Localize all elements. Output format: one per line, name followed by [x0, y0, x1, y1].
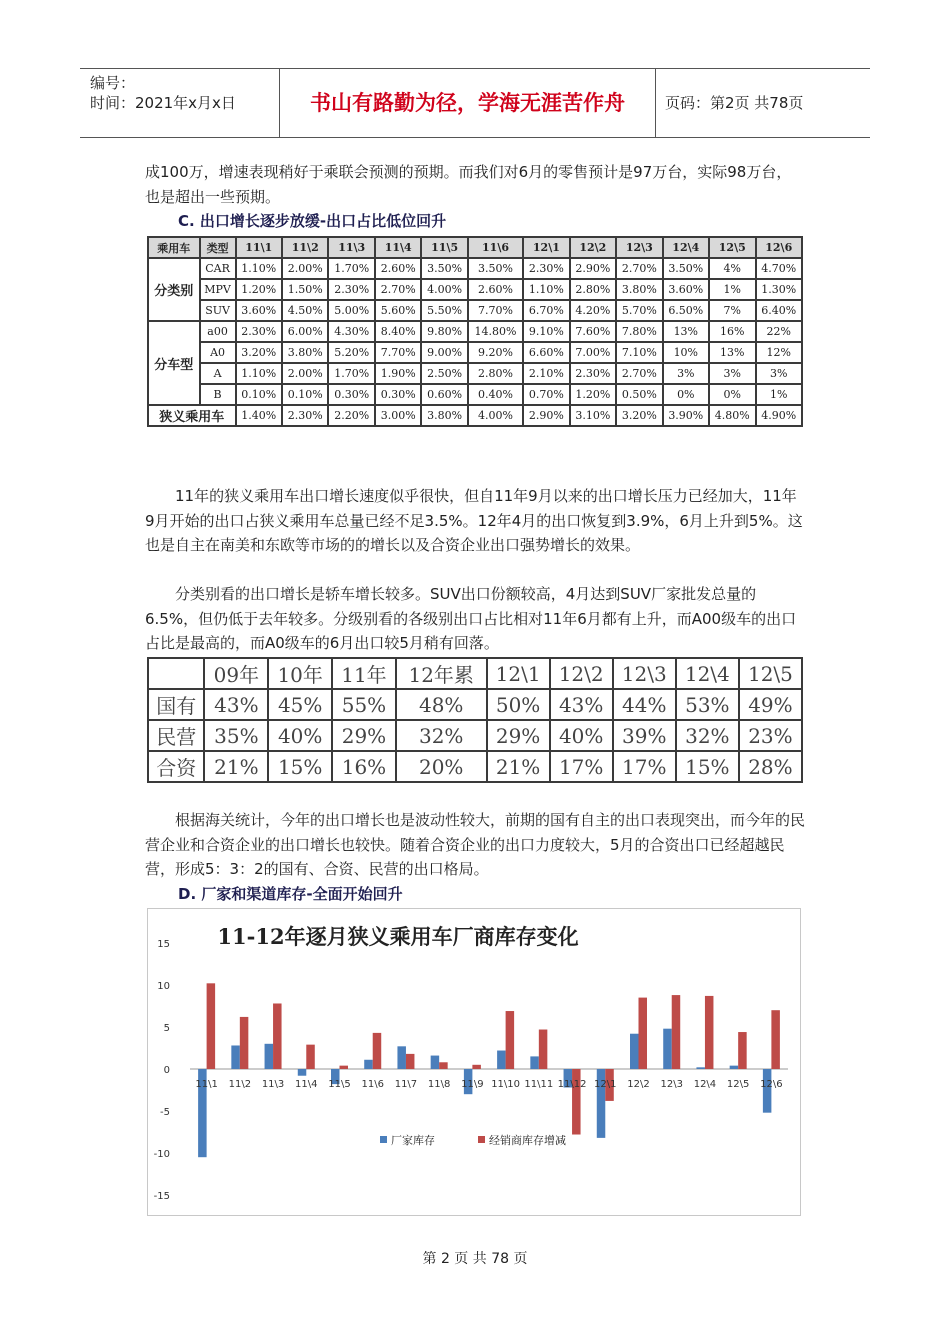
header-cell: 11\5 [421, 237, 467, 258]
bar-dealer-inventory-change [539, 1030, 548, 1069]
value-cell: 55% [332, 689, 396, 720]
bar-factory-inventory [364, 1060, 373, 1069]
value-cell: 1% [709, 279, 755, 300]
table-header-row [148, 237, 802, 258]
x-tick-label: 11\6 [361, 1079, 384, 1090]
value-cell: 2.30% [328, 279, 374, 300]
bar-dealer-inventory-change [672, 995, 681, 1069]
value-cell: 0% [709, 384, 755, 405]
paragraph-3: 分类别看的出口增长是轿车增长较多。SUV出口份额较高，4月达到SUV厂家批发总量的6.5%，但仍低于去年较多。分级别看的各级别出口占比相对11年6月都有上升，而A00级车的出口占比是最高的，而A0级车的6月出口较5月稍有回落。 [145, 585, 797, 652]
bar-factory-inventory [630, 1034, 639, 1069]
y-tick-label: -15 [153, 1191, 170, 1202]
group-cell: 分车型 [148, 321, 200, 405]
bar-factory-inventory [231, 1045, 240, 1069]
value-cell: 6.00% [282, 321, 328, 342]
x-tick-label: 11\8 [427, 1079, 451, 1090]
value-cell: 2.00% [282, 363, 328, 384]
table-row [148, 279, 802, 300]
value-cell: 13% [709, 342, 755, 363]
bar-factory-inventory [530, 1056, 539, 1069]
export-share-table [147, 236, 803, 427]
table-row [148, 720, 802, 751]
y-tick-label: 5 [163, 1023, 170, 1034]
value-cell: 45% [268, 689, 332, 720]
value-cell: 2.10% [523, 363, 569, 384]
value-cell: 6.60% [523, 342, 569, 363]
bar-factory-inventory [730, 1066, 739, 1069]
bar-dealer-inventory-change [639, 998, 648, 1069]
value-cell: 1% [756, 384, 803, 405]
value-cell: 15% [268, 751, 332, 782]
x-tick-label: 12\6 [760, 1079, 783, 1090]
table-header-row [148, 658, 802, 689]
value-cell: 50% [487, 689, 550, 720]
value-cell: 4.00% [468, 405, 523, 426]
header-cell: 11\6 [468, 237, 523, 258]
type-cell: a00 [200, 321, 236, 342]
value-cell: 40% [550, 720, 613, 751]
value-cell: 4.90% [756, 405, 803, 426]
table-row [148, 300, 802, 321]
value-cell: 9.20% [468, 342, 523, 363]
y-tick-label: -10 [153, 1149, 170, 1160]
header-cell: 12\3 [616, 237, 662, 258]
value-cell: 22% [756, 321, 803, 342]
bar-dealer-inventory-change [738, 1032, 747, 1069]
value-cell: 0.60% [421, 384, 467, 405]
value-cell: 0.30% [375, 384, 421, 405]
table-row [148, 342, 802, 363]
value-cell: 21% [487, 751, 550, 782]
code-label: 编号： [90, 74, 136, 92]
y-tick-label: 15 [157, 939, 170, 950]
legend-swatch [380, 1136, 387, 1143]
table-row [148, 384, 802, 405]
header-cell: 11\4 [375, 237, 421, 258]
value-cell: 40% [268, 720, 332, 751]
bar-factory-inventory [298, 1069, 307, 1076]
value-cell: 43% [204, 689, 268, 720]
page-header [80, 68, 870, 138]
header-cell: 12年累 [396, 658, 487, 689]
value-cell: 5.60% [375, 300, 421, 321]
value-cell: 29% [487, 720, 550, 751]
paragraph-2: 11年的狭义乘用车出口增长速度似乎很快，但自11年9月以来的出口增长压力已经加大，11年9月开始的出口占狭义乘用车总量已经不足3.5%。12年4月的出口恢复到3.9%，6月上升到5%。这也是自主在南美和东欧等市场的的增长以及合资企业出口强势增长的效果。 [145, 487, 803, 554]
header-cell: 12\5 [709, 237, 755, 258]
heading-c: C. 出口增长逐步放缓-出口占比低位回升 [178, 212, 447, 230]
type-cell: A [200, 363, 236, 384]
heading-d: D. 厂家和渠道库存-全面开始回升 [178, 885, 403, 903]
header-cell: 乘用车 [148, 237, 200, 258]
value-cell: 28% [739, 751, 802, 782]
value-cell: 9.80% [421, 321, 467, 342]
table-row [148, 751, 802, 782]
value-cell: 1.10% [236, 258, 282, 279]
value-cell: 2.70% [616, 258, 662, 279]
header-cell: 12\6 [756, 237, 803, 258]
y-tick-label: 0 [163, 1065, 170, 1076]
x-tick-label: 11\1 [195, 1079, 218, 1090]
bar-factory-inventory [497, 1051, 506, 1069]
bar-factory-inventory [431, 1056, 440, 1069]
value-cell: 5.50% [421, 300, 467, 321]
value-cell: 3.00% [375, 405, 421, 426]
value-cell: 3.90% [663, 405, 709, 426]
y-tick-label: 10 [157, 981, 170, 992]
value-cell: 0.40% [468, 384, 523, 405]
header-cell: 12\4 [663, 237, 709, 258]
value-cell: 3.20% [616, 405, 662, 426]
value-cell: 1.10% [236, 363, 282, 384]
bar-factory-inventory [696, 1067, 705, 1069]
x-tick-label: 12\1 [594, 1079, 617, 1090]
value-cell: 4.30% [328, 321, 374, 342]
value-cell: 3.60% [663, 279, 709, 300]
header-motto: 书山有路勤为径，学海无涯苦作舟 [280, 69, 656, 137]
value-cell: 43% [550, 689, 613, 720]
value-cell: 2.80% [570, 279, 616, 300]
value-cell: 2.30% [523, 258, 569, 279]
bar-dealer-inventory-change [771, 1010, 780, 1069]
value-cell: 7.00% [570, 342, 616, 363]
header-meta [80, 69, 280, 137]
legend-swatch [478, 1136, 485, 1143]
paragraph-1: 成100万，增速表现稍好于乘联会预测的预期。而我们对6月的零售预计是97万台，实际98万台，也是超出一些预期。 [145, 163, 792, 206]
value-cell: 1.10% [523, 279, 569, 300]
group-cell: 分类别 [148, 258, 200, 321]
value-cell: 3.50% [421, 258, 467, 279]
value-cell: 1.40% [236, 405, 282, 426]
value-cell: 44% [613, 689, 676, 720]
header-cell: 12\2 [570, 237, 616, 258]
value-cell: 4.20% [570, 300, 616, 321]
value-cell: 2.90% [523, 405, 569, 426]
value-cell: 1.50% [282, 279, 328, 300]
value-cell: 6.70% [523, 300, 569, 321]
value-cell: 1.90% [375, 363, 421, 384]
table-row [148, 258, 802, 279]
value-cell: 4.70% [756, 258, 803, 279]
value-cell: 3.50% [468, 258, 523, 279]
value-cell: 2.60% [375, 258, 421, 279]
bar-dealer-inventory-change [439, 1062, 448, 1069]
bar-dealer-inventory-change [506, 1011, 514, 1069]
x-tick-label: 11\2 [228, 1079, 252, 1090]
bar-dealer-inventory-change [373, 1033, 382, 1069]
value-cell: 49% [739, 689, 802, 720]
inventory-chart [147, 908, 801, 1216]
value-cell: 3.80% [421, 405, 467, 426]
value-cell: 6.40% [756, 300, 803, 321]
ownership-export-table [147, 657, 803, 783]
value-cell: 5.20% [328, 342, 374, 363]
x-tick-label: 11\9 [461, 1079, 484, 1090]
x-tick-label: 12\4 [693, 1079, 717, 1090]
value-cell: 12% [756, 342, 803, 363]
value-cell: 17% [613, 751, 676, 782]
value-cell: 0.10% [236, 384, 282, 405]
header-cell: 类型 [200, 237, 236, 258]
value-cell: 15% [676, 751, 739, 782]
total-row [148, 405, 802, 426]
type-cell: CAR [200, 258, 236, 279]
value-cell: 9.00% [421, 342, 467, 363]
row-label-cell: 合资 [148, 751, 204, 782]
value-cell: 53% [676, 689, 739, 720]
header-cell: 12\3 [613, 658, 676, 689]
value-cell: 3.80% [282, 342, 328, 363]
value-cell: 2.30% [282, 405, 328, 426]
bar-dealer-inventory-change [340, 1066, 349, 1069]
date-label: 时间：2021年x月x日 [90, 94, 236, 112]
value-cell: 6.50% [663, 300, 709, 321]
value-cell: 7.80% [616, 321, 662, 342]
value-cell: 32% [676, 720, 739, 751]
x-tick-label: 11\11 [524, 1079, 554, 1090]
value-cell: 48% [396, 689, 487, 720]
header-cell [148, 658, 204, 689]
value-cell: 5.00% [328, 300, 374, 321]
inventory-chart-svg [148, 909, 800, 1215]
type-cell: A0 [200, 342, 236, 363]
bar-factory-inventory [397, 1046, 406, 1069]
bar-factory-inventory [663, 1029, 672, 1069]
page-footer: 第 2 页 共 78 页 [422, 1251, 528, 1267]
row-label-cell: 国有 [148, 689, 204, 720]
value-cell: 0.30% [328, 384, 374, 405]
value-cell: 1.20% [570, 384, 616, 405]
value-cell: 35% [204, 720, 268, 751]
value-cell: 10% [663, 342, 709, 363]
value-cell: 0.10% [282, 384, 328, 405]
value-cell: 3% [756, 363, 803, 384]
type-cell: SUV [200, 300, 236, 321]
value-cell: 0.50% [616, 384, 662, 405]
bar-dealer-inventory-change [207, 983, 216, 1069]
value-cell: 3.80% [616, 279, 662, 300]
bar-dealer-inventory-change [705, 996, 714, 1069]
value-cell: 1.20% [236, 279, 282, 300]
value-cell: 7.10% [616, 342, 662, 363]
type-cell: B [200, 384, 236, 405]
header-cell: 11年 [332, 658, 396, 689]
value-cell: 13% [663, 321, 709, 342]
value-cell: 1.70% [328, 258, 374, 279]
value-cell: 9.10% [523, 321, 569, 342]
row-label-cell: 民营 [148, 720, 204, 751]
bar-dealer-inventory-change [406, 1054, 415, 1069]
value-cell: 5.70% [616, 300, 662, 321]
chart-title: 11-12年逐月狭义乘用车厂商库存变化 [217, 924, 579, 949]
value-cell: 21% [204, 751, 268, 782]
value-cell: 8.40% [375, 321, 421, 342]
bar-dealer-inventory-change [240, 1017, 249, 1069]
x-tick-label: 11\12 [557, 1079, 587, 1090]
x-tick-label: 12\3 [660, 1079, 683, 1090]
value-cell: 3% [709, 363, 755, 384]
value-cell: 1.70% [328, 363, 374, 384]
x-tick-label: 11\4 [295, 1079, 318, 1090]
x-tick-label: 12\5 [726, 1079, 750, 1090]
value-cell: 16% [709, 321, 755, 342]
value-cell: 2.70% [375, 279, 421, 300]
header-cell: 12\2 [550, 658, 613, 689]
x-tick-label: 11\10 [491, 1079, 521, 1090]
value-cell: 20% [396, 751, 487, 782]
bar-factory-inventory [763, 1069, 772, 1113]
value-cell: 23% [739, 720, 802, 751]
header-cell: 09年 [204, 658, 268, 689]
value-cell: 4.80% [709, 405, 755, 426]
value-cell: 2.80% [468, 363, 523, 384]
paragraph-4: 根据海关统计，今年的出口增长也是波动性较大，前期的国有自主的出口表现突出，而今年的民营企业和合资企业的出口增长也较快。随着合资企业的出口力度较大，5月的合资出口已经超越民营，形成5：3：2的国有、合资、民营的出口格局。 [145, 811, 806, 878]
value-cell: 3% [663, 363, 709, 384]
header-cell: 12\5 [739, 658, 802, 689]
header-cell: 11\1 [236, 237, 282, 258]
value-cell: 7.60% [570, 321, 616, 342]
value-cell: 3.20% [236, 342, 282, 363]
x-tick-label: 11\7 [394, 1079, 418, 1090]
header-cell: 12\4 [676, 658, 739, 689]
header-cell: 12\1 [487, 658, 550, 689]
y-tick-label: -5 [160, 1107, 170, 1118]
value-cell: 2.90% [570, 258, 616, 279]
table-row [148, 321, 802, 342]
value-cell: 3.10% [570, 405, 616, 426]
value-cell: 2.60% [468, 279, 523, 300]
value-cell: 7% [709, 300, 755, 321]
header-cell: 11\2 [282, 237, 328, 258]
legend-label: 厂家库存 [391, 1134, 435, 1147]
value-cell: 2.00% [282, 258, 328, 279]
value-cell: 1.30% [756, 279, 803, 300]
value-cell: 2.30% [570, 363, 616, 384]
table-row [148, 689, 802, 720]
value-cell: 7.70% [375, 342, 421, 363]
value-cell: 4.50% [282, 300, 328, 321]
value-cell: 7.70% [468, 300, 523, 321]
value-cell: 0.70% [523, 384, 569, 405]
table-row [148, 363, 802, 384]
header-cell: 11\3 [328, 237, 374, 258]
bar-dealer-inventory-change [472, 1065, 481, 1069]
x-tick-label: 11\5 [328, 1079, 351, 1090]
value-cell: 2.50% [421, 363, 467, 384]
header-page-info: 页码：第2页 共78页 [665, 94, 804, 112]
value-cell: 2.20% [328, 405, 374, 426]
header-cell: 10年 [268, 658, 332, 689]
value-cell: 4% [709, 258, 755, 279]
legend-label: 经销商库存增减 [489, 1134, 566, 1147]
value-cell: 3.60% [236, 300, 282, 321]
header-cell: 12\1 [523, 237, 569, 258]
value-cell: 16% [332, 751, 396, 782]
value-cell: 17% [550, 751, 613, 782]
value-cell: 39% [613, 720, 676, 751]
total-label-cell: 狭义乘用车 [148, 405, 236, 426]
type-cell: MPV [200, 279, 236, 300]
bar-dealer-inventory-change [306, 1045, 315, 1069]
value-cell: 2.70% [616, 363, 662, 384]
value-cell: 29% [332, 720, 396, 751]
bar-factory-inventory [265, 1044, 274, 1069]
value-cell: 4.00% [421, 279, 467, 300]
value-cell: 3.50% [663, 258, 709, 279]
value-cell: 2.30% [236, 321, 282, 342]
value-cell: 32% [396, 720, 487, 751]
value-cell: 0% [663, 384, 709, 405]
x-tick-label: 11\3 [261, 1079, 285, 1090]
bar-dealer-inventory-change [273, 1003, 282, 1069]
value-cell: 14.80% [468, 321, 523, 342]
x-tick-label: 12\2 [627, 1079, 650, 1090]
